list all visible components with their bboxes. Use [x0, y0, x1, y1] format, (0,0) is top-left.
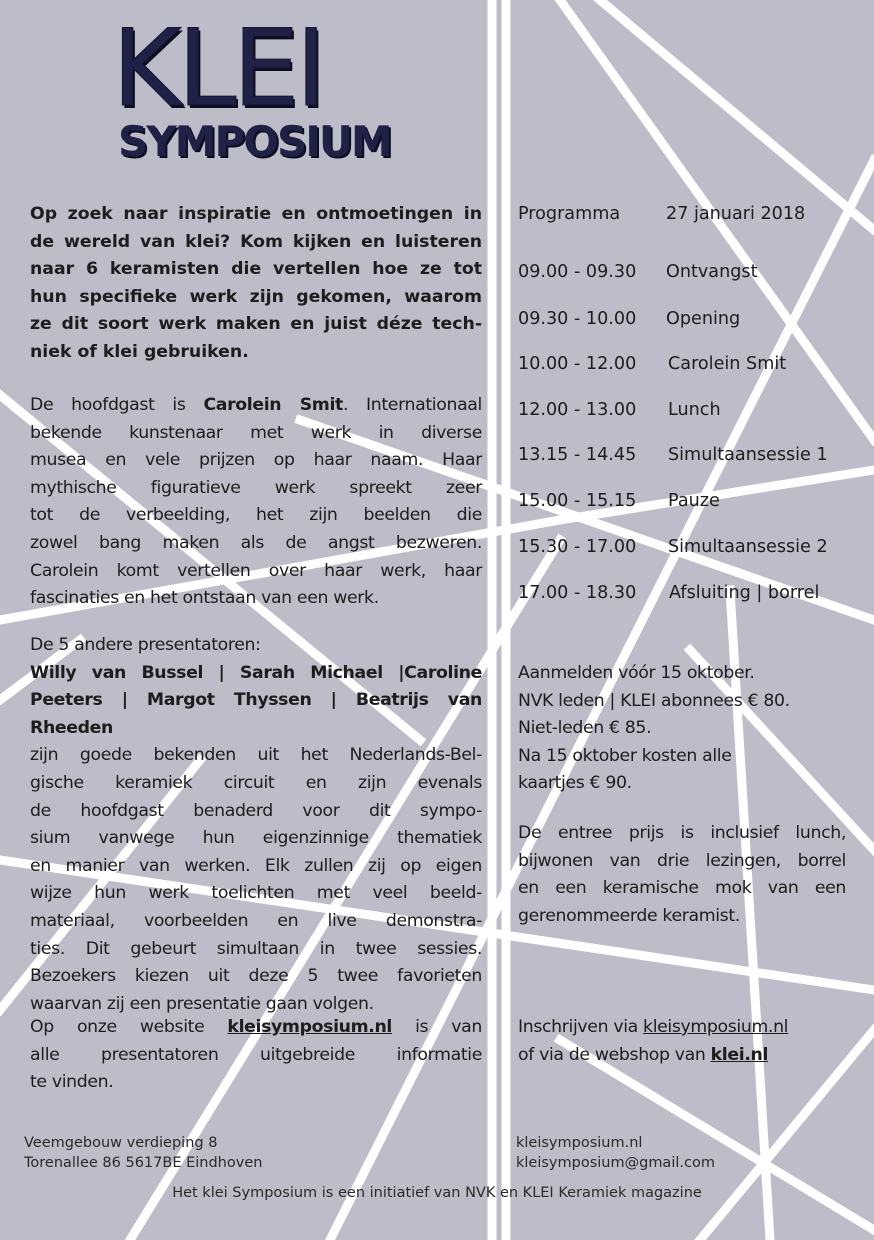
inclusive-line: De entree prijs is inclusief lunch,	[518, 823, 846, 843]
intro-line: ze dit soort werk maken en juist déze tech-	[30, 314, 482, 335]
footer-address	[24, 1133, 262, 1173]
host-line: fascinaties en het ontstaan van een werk.	[30, 588, 379, 609]
footer-contact	[516, 1133, 715, 1173]
footer-web-link[interactable]: kleisymposium.nl	[516, 1135, 643, 1151]
program-item: Simultaansessie 2	[668, 537, 828, 557]
presenters-line: zijn goede bekenden uit het Nederlands-Bel-	[30, 745, 482, 766]
website-lead: Op onze website	[30, 1017, 228, 1037]
signup-link-klei[interactable]: klei.nl	[710, 1044, 769, 1065]
program-item: Opening	[666, 309, 741, 329]
website-line: alle presentatoren uitgebreide informatie	[30, 1044, 482, 1065]
footer-initiative: Het klei Symposium is een initiatief van NVK en KLEI Keramiek magazine	[172, 1185, 702, 1201]
signup-line-1	[518, 1014, 846, 1042]
presenters-line: ties. Dit gebeurt simultaan in twee sessies.	[30, 938, 482, 959]
signup-paragraph	[518, 1014, 846, 1069]
presenters-names: Peeters | Margot Thyssen | Beatrijs van Rheeden	[30, 690, 482, 738]
website-link[interactable]: kleisymposium.nl	[227, 1017, 392, 1037]
presenters-line: wijze hun werk toelichten met veel beeld-	[30, 883, 482, 904]
logo-symposium: SYMPOSIUM	[118, 117, 391, 166]
program-time: 10.00 - 12.00	[518, 354, 637, 374]
inclusive-line: gerenommeerde keramist.	[518, 905, 740, 926]
intro-line: hun specifieke werk zijn gekomen, waarom	[30, 286, 482, 307]
intro-line: Op zoek naar inspiratie en ontmoetingen in	[30, 204, 482, 224]
host-name: Carolein Smit	[203, 395, 343, 415]
intro-paragraph	[30, 201, 482, 367]
host-line: Carolein komt vertellen over haar werk, haar	[30, 560, 482, 581]
presenters-line: sium vanwege hun eigenzinnige thematiek	[30, 828, 482, 849]
registration-line: Niet-leden € 85.	[518, 718, 652, 739]
program-item: Carolein Smit	[668, 354, 787, 374]
registration-line: Aanmelden vóór 15 oktober.	[518, 663, 755, 683]
intro-line: niek of klei gebruiken.	[30, 341, 249, 362]
logo-klei: KLEI	[112, 7, 323, 130]
host-first-line	[30, 392, 482, 420]
intro-line: de wereld van klei? Kom kijken en luisteren	[30, 231, 482, 252]
address-line: Torenallee 86 5617BE Eindhoven	[24, 1155, 263, 1171]
host-line: bekende kunstenaar met werk in diverse	[30, 422, 482, 443]
inclusive-paragraph	[518, 820, 846, 930]
intro-line: naar 6 keramisten die vertellen hoe ze tot	[30, 259, 482, 280]
registration-line: NVK leden | KLEI abonnees € 80.	[518, 690, 790, 711]
footer-email-link[interactable]: kleisymposium@gmail.com	[516, 1155, 715, 1171]
registration-line: Na 15 oktober kosten alle	[518, 745, 732, 766]
signup-line2-lead: of via de webshop van	[518, 1044, 711, 1065]
presenters-names: Willy van Bussel | Sarah Michael |Caroline	[30, 662, 482, 683]
program-time: 13.15 - 14.45	[518, 445, 637, 465]
registration-paragraph	[518, 660, 846, 798]
presenters-paragraph	[30, 632, 482, 1018]
program-time: 09.00 - 09.30	[518, 262, 637, 282]
presenters-line: de hoofdgast benaderd voor dit sympo-	[30, 800, 482, 821]
program-item: Simultaansessie 1	[668, 445, 828, 465]
presenters-line: en manier van werken. Elk zullen zij op eigen	[30, 855, 482, 876]
program-time: 15.30 - 17.00	[518, 537, 637, 557]
signup-link-kleisymposium[interactable]: kleisymposium.nl	[643, 1017, 789, 1037]
address-line: Veemgebouw verdieping 8	[24, 1135, 218, 1151]
program-time: 15.00 - 15.15	[518, 491, 637, 511]
website-paragraph	[30, 1014, 482, 1097]
host-line: mythische figuratieve werk spreekt zeer	[30, 477, 482, 498]
presenters-heading: De 5 andere presentatoren:	[30, 635, 261, 655]
host-line: tot de verbeelding, het zijn beelden die	[30, 505, 482, 526]
signup-line-2	[518, 1042, 846, 1070]
host-lead: De hoofdgast is	[30, 395, 204, 415]
inclusive-line: bijwonen van drie lezingen, borrel	[518, 850, 846, 871]
website-after-link: is van	[392, 1017, 482, 1037]
presenters-line: materiaal, voorbeelden en live demonstra-	[30, 910, 482, 931]
signup-lead: Inschrijven via	[518, 1017, 644, 1037]
presenters-line: gische keramiek circuit en zijn evenals	[30, 772, 482, 793]
host-after-name: . Internationaal	[342, 395, 482, 415]
host-line: zowel bang maken als de angst bezweren.	[30, 532, 482, 553]
program-date: 27 januari 2018	[666, 204, 806, 224]
program-header	[518, 200, 806, 228]
website-line: te vinden.	[30, 1072, 114, 1093]
program-time: 17.00 - 18.30	[518, 583, 637, 603]
program-time: 12.00 - 13.00	[518, 400, 637, 420]
program-item: Afsluiting | borrel	[669, 583, 820, 603]
registration-line: kaartjes € 90.	[518, 773, 632, 794]
host-paragraph	[30, 392, 482, 613]
program-label: Programma	[518, 204, 621, 224]
program-item: Ontvangst	[666, 262, 758, 282]
website-first-line	[30, 1014, 482, 1042]
host-line: musea en vele prijzen op haar naam. Haar	[30, 450, 482, 471]
presenters-line: waarvan zij een presentatie gaan volgen.	[30, 993, 374, 1014]
presenters-line: Bezoekers kiezen uit deze 5 twee favorieten	[30, 966, 482, 987]
program-time: 09.30 - 10.00	[518, 309, 637, 329]
program-item: Lunch	[668, 400, 721, 420]
program-item: Pauze	[668, 491, 720, 511]
inclusive-line: en een keramische mok van een	[518, 878, 846, 899]
